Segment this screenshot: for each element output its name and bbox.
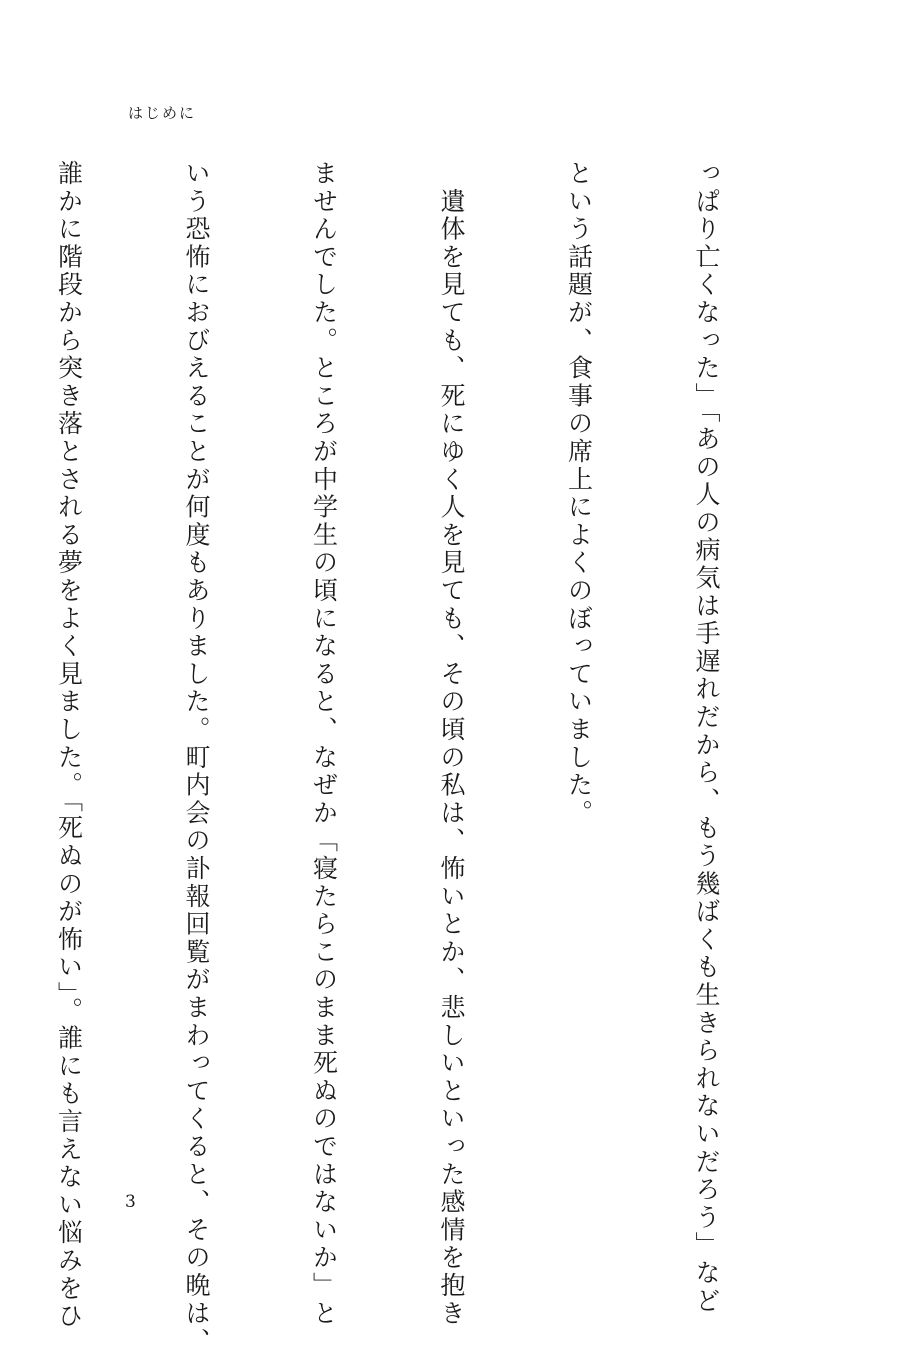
page-number: 3	[125, 1192, 136, 1212]
vertical-body-text	[54, 160, 812, 1355]
text-line: いう恐怖におびえることが何度もありました。町内会の訃報回覧がまわってくると、その晩は、	[182, 160, 211, 1355]
text-line: ませんでした。ところが中学生の頃になると、なぜか「寝たらこのまま死ぬのではないか」と	[309, 160, 339, 1328]
running-header: はじめに	[128, 104, 197, 122]
text-line: 遺体を見ても、死にゆく人を見ても、その頃の私は、怖いとか、悲しいといった感情を抱き	[437, 160, 466, 1328]
text-line: という話題が、食事の席上によくのぼっていました。	[564, 160, 594, 828]
text-line: っぱり亡くなった」「あの人の病気は手遅れだから、もう幾ばくも生きられないだろう」など	[692, 160, 721, 1316]
text-line: 誰かに階段から突き落とされる夢をよく見ました。「死ぬのが怖い」。誰にも言えない悩みをひ	[54, 160, 84, 1331]
